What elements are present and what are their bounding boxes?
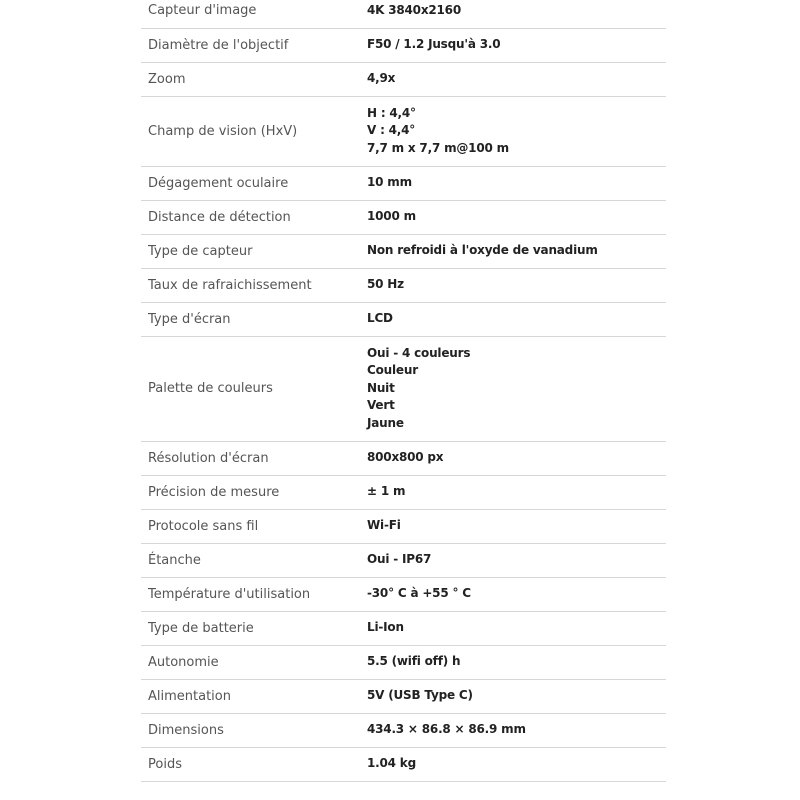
- spec-label: Type de batterie: [148, 620, 254, 636]
- spec-row: [141, 234, 666, 268]
- spec-value-line: 1.04 kg: [367, 756, 416, 771]
- spec-row: [141, 441, 666, 475]
- spec-value: [367, 747, 666, 781]
- spec-value-line: 5.5 (wifi off) h: [367, 654, 461, 669]
- spec-label: Alimentation: [148, 688, 231, 704]
- spec-value: [367, 577, 666, 611]
- spec-label: Température d'utilisation: [148, 586, 311, 602]
- spec-value: [367, 302, 666, 336]
- spec-value-line: F50 / 1.2 Jusqu'à 3.0: [367, 37, 501, 52]
- spec-label: Précision de mesure: [148, 484, 280, 500]
- spec-row: [141, 336, 666, 441]
- spec-label: Protocole sans fil: [148, 518, 259, 534]
- spec-value-line: 1000 m: [367, 209, 416, 224]
- spec-label: Champ de vision (HxV): [148, 123, 298, 139]
- spec-row: [141, 166, 666, 200]
- spec-label: Zoom: [148, 71, 186, 87]
- spec-row: [141, 645, 666, 679]
- spec-row: [141, 302, 666, 336]
- spec-label: Capteur d'image: [148, 3, 257, 19]
- spec-value-line: 7,7 m x 7,7 m@100 m: [367, 140, 509, 155]
- spec-row: [141, 543, 666, 577]
- spec-value: [367, 28, 666, 62]
- spec-value-line: Non refroidi à l'oxyde de vanadium: [367, 243, 598, 258]
- spec-value-line: 4K 3840x2160: [367, 3, 461, 17]
- spec-row: [141, 28, 666, 62]
- spec-value: [367, 166, 666, 200]
- spec-value: [367, 0, 666, 28]
- spec-label: Autonomie: [148, 654, 219, 670]
- spec-value-line: Li-Ion: [367, 620, 404, 635]
- spec-value-line: 5V (USB Type C): [367, 688, 473, 703]
- spec-value: [367, 611, 666, 645]
- spec-value-line: Oui - IP67: [367, 552, 432, 567]
- spec-value: [367, 62, 666, 96]
- spec-value-line: 50 Hz: [367, 277, 404, 292]
- spec-label: Poids: [148, 756, 182, 772]
- spec-row: [141, 679, 666, 713]
- spec-row: [141, 268, 666, 302]
- spec-value-line: Nuit: [367, 380, 395, 395]
- spec-row: [141, 713, 666, 747]
- spec-value: [367, 543, 666, 577]
- spec-value-line: ± 1 m: [367, 484, 406, 499]
- spec-row: [141, 0, 666, 28]
- spec-value-line: Oui - 4 couleurs: [367, 345, 471, 360]
- spec-value-line: H : 4,4°: [367, 105, 416, 120]
- spec-value-line: 10 mm: [367, 175, 412, 190]
- spec-value-line: V : 4,4°: [367, 123, 416, 138]
- spec-value-line: Vert: [367, 398, 395, 413]
- spec-value: [367, 441, 666, 475]
- spec-value: [367, 679, 666, 713]
- spec-label: Diamètre de l'objectif: [148, 37, 289, 53]
- spec-value-line: 4,9x: [367, 71, 396, 86]
- spec-row: [141, 200, 666, 234]
- spec-label: Taux de rafraichissement: [148, 277, 312, 293]
- spec-value: [367, 234, 666, 268]
- spec-value: [367, 200, 666, 234]
- spec-row: [141, 509, 666, 543]
- spec-table-body: [141, 0, 666, 781]
- spec-value: [367, 268, 666, 302]
- spec-value: [367, 96, 666, 166]
- spec-value-line: -30° C à +55 ° C: [367, 586, 471, 601]
- spec-value: [367, 713, 666, 747]
- spec-label: Palette de couleurs: [148, 381, 273, 396]
- spec-label: Distance de détection: [148, 209, 291, 225]
- spec-label: Dégagement oculaire: [148, 175, 289, 191]
- spec-row: [141, 577, 666, 611]
- spec-row: [141, 62, 666, 96]
- spec-value: [367, 645, 666, 679]
- spec-value: [367, 509, 666, 543]
- spec-value-line: LCD: [367, 311, 393, 326]
- spec-value-line: 800x800 px: [367, 450, 444, 465]
- spec-label: Dimensions: [148, 722, 224, 738]
- spec-table: [141, 0, 666, 782]
- spec-label: Étanche: [148, 552, 201, 568]
- spec-value-line: Wi-Fi: [367, 518, 401, 533]
- spec-label: Type d'écran: [148, 311, 231, 327]
- spec-value-line: 434.3 × 86.8 × 86.9 mm: [367, 722, 526, 737]
- spec-row: [141, 96, 666, 166]
- spec-row: [141, 475, 666, 509]
- spec-label: Résolution d'écran: [148, 450, 269, 466]
- spec-value-line: Couleur: [367, 363, 418, 378]
- spec-row: [141, 611, 666, 645]
- spec-label: Type de capteur: [148, 243, 253, 259]
- spec-value: [367, 475, 666, 509]
- spec-value-line: Jaune: [367, 415, 404, 430]
- spec-row: [141, 747, 666, 781]
- spec-value: [367, 336, 666, 441]
